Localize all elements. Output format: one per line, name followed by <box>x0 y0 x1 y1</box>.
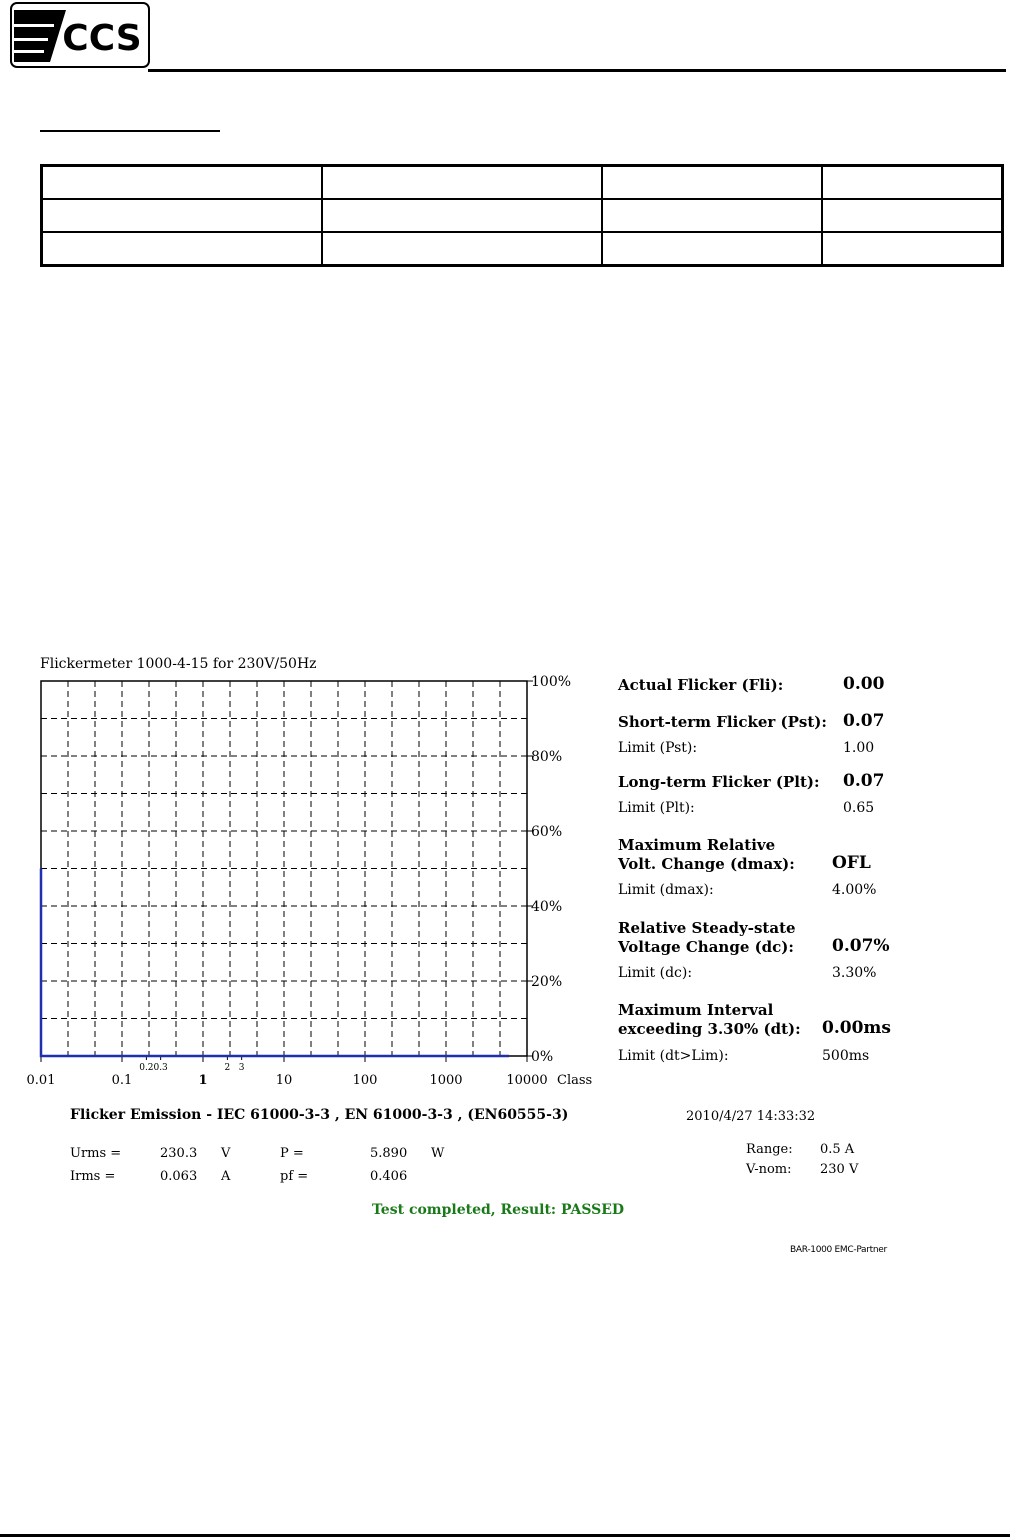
dc-value: 0.07% <box>832 936 890 956</box>
vnom-label: V-nom: <box>746 1162 792 1177</box>
logo-text: CCS <box>62 18 142 59</box>
vnom-value: 230 V <box>820 1162 859 1177</box>
y-tick-label: 20% <box>531 974 563 990</box>
y-tick-label: 0% <box>531 1049 554 1065</box>
plt-value: 0.07 <box>843 771 885 791</box>
pst-limit-label: Limit (Pst): <box>618 740 698 756</box>
pf-label: pf = <box>280 1169 309 1184</box>
fli-label: Actual Flicker (Fli): <box>618 676 784 694</box>
x-tick-label: 0.01 <box>26 1073 56 1088</box>
x-tick-label: 0.1 <box>111 1073 133 1088</box>
chart-title: Flickermeter 1000-4-15 for 230V/50Hz <box>40 656 317 672</box>
pf-value: 0.406 <box>370 1169 408 1184</box>
dc-label-line2: Voltage Change (dc): <box>618 938 794 956</box>
dmax-limit-label: Limit (dmax): <box>618 882 714 898</box>
dt-value: 0.00ms <box>822 1018 891 1038</box>
x-tick-label: 10 <box>275 1073 293 1088</box>
dc-label-line1: Relative Steady-state <box>618 919 796 937</box>
p-value: 5.890 <box>370 1146 408 1161</box>
x-axis-label: Class <box>557 1073 593 1088</box>
plt-limit-value: 0.65 <box>843 800 875 816</box>
bottom-rule <box>0 1534 1010 1537</box>
range-label: Range: <box>746 1142 793 1157</box>
dmax-label-line1: Maximum Relative <box>618 836 776 854</box>
p-label: P = <box>280 1146 304 1161</box>
test-result: Test completed, Result: PASSED <box>372 1202 625 1218</box>
dmax-value: OFL <box>832 853 871 873</box>
dt-label-line1: Maximum Interval <box>618 1001 774 1019</box>
dt-limit-label: Limit (dt>Lim): <box>618 1048 729 1064</box>
fli-value: 0.00 <box>843 674 885 694</box>
x-minor-label: 2 <box>224 1063 231 1073</box>
y-tick-label: 60% <box>531 824 563 840</box>
urms-label: Urms = <box>70 1146 122 1161</box>
urms-value: 230.3 <box>160 1146 198 1161</box>
x-minor-label: 3 <box>238 1063 245 1073</box>
footer-device: BAR-1000 EMC-Partner <box>790 1245 887 1255</box>
dc-limit-label: Limit (dc): <box>618 965 693 981</box>
dmax-label-line2: Volt. Change (dmax): <box>618 855 795 873</box>
x-minor-label: 0.2 <box>139 1063 154 1073</box>
irms-label: Irms = <box>70 1169 116 1184</box>
x-tick-label: 10000 <box>506 1073 548 1088</box>
plt-limit-label: Limit (Plt): <box>618 800 695 816</box>
urms-unit: V <box>221 1146 231 1161</box>
plt-label: Long-term Flicker (Plt): <box>618 773 820 791</box>
range-value: 0.5 A <box>820 1142 855 1157</box>
standard-title: Flicker Emission - IEC 61000-3-3 , EN 61000-3-3 , (EN60555-3) <box>70 1107 569 1123</box>
y-tick-label: 40% <box>531 899 563 915</box>
dc-limit-value: 3.30% <box>832 965 877 981</box>
dt-label-line2: exceeding 3.30% (dt): <box>618 1020 801 1038</box>
pst-label: Short-term Flicker (Pst): <box>618 713 827 731</box>
test-datetime: 2010/4/27 14:33:32 <box>686 1109 816 1124</box>
irms-value: 0.063 <box>160 1169 198 1184</box>
x-tick-label: 1 <box>198 1073 208 1088</box>
y-tick-label: 80% <box>531 749 563 765</box>
dmax-limit-value: 4.00% <box>832 882 877 898</box>
dt-limit-value: 500ms <box>822 1048 870 1064</box>
x-tick-label: 1000 <box>429 1073 463 1088</box>
pst-value: 0.07 <box>843 711 885 731</box>
pst-limit-value: 1.00 <box>843 740 875 756</box>
flicker-series-line <box>41 869 509 1057</box>
x-tick-label: 100 <box>352 1073 378 1088</box>
p-unit: W <box>431 1146 445 1161</box>
x-minor-label: 0.3 <box>153 1063 168 1073</box>
irms-unit: A <box>221 1169 231 1184</box>
y-tick-label: 100% <box>531 674 572 690</box>
